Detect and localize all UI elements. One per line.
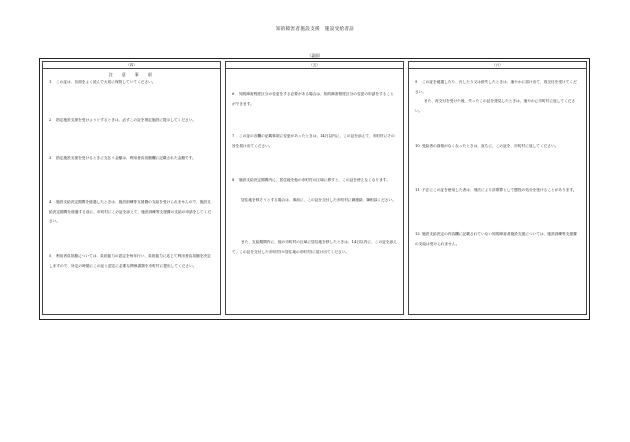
note-8-additional: また、支給期間内に、他の市町村の区域に居住地を移したときは、14日以内に、この証を添えて、この証を交付した市町村(※居住地の市町村)に届け出てください。 bbox=[232, 240, 397, 254]
column-header: （五） bbox=[226, 62, 403, 69]
column-notes-1 bbox=[42, 61, 221, 315]
note-7 bbox=[232, 132, 397, 151]
note-6 bbox=[232, 90, 397, 109]
note-number: 3 bbox=[49, 156, 52, 160]
note-8 bbox=[232, 176, 397, 186]
note-text: 施設支給決定期間内に、居住地を他の市町村の区域に移すと、この証を使えなくなります。 bbox=[239, 178, 390, 182]
note-5 bbox=[49, 252, 214, 271]
note-text: 利用者負担額については、負担能力の認定を毎年行い、負担能力に応じて利用者負担額を決定しますので、所定の時期にこの証と認定に必要な関係書類を市町村に提出してください。 bbox=[49, 254, 211, 268]
note-text: 指定施設支援を受けようとするときは、必ずこの証を指定施設に提示してください。 bbox=[56, 118, 197, 122]
document-title: 知的障害者施設支援 施設受給者証 bbox=[275, 27, 355, 32]
note-4 bbox=[49, 198, 214, 227]
note-number: 9 bbox=[415, 80, 418, 84]
note-12 bbox=[415, 230, 580, 249]
column-subtitle: 注 意 事 項 bbox=[108, 72, 155, 77]
note-text: この証を破損したり、汚したり又は紛失したときは、速やかに届け出て、再交付を受けてください。 bbox=[415, 80, 577, 94]
note-number: 4 bbox=[49, 200, 52, 204]
column-header: （四） bbox=[43, 62, 220, 69]
note-number: 8 bbox=[232, 178, 235, 182]
note-number: 1 bbox=[49, 80, 52, 84]
note-number: 10 bbox=[415, 144, 420, 148]
note-9-continued: また、再交付を受けた後、失ったこの証を発見したときは、速やかに市町村に返してください。 bbox=[415, 99, 576, 113]
note-text: 不正にこの証を使用した者は、刑法により詐欺罪として懲役の処分を受けることがあります。 bbox=[422, 188, 577, 192]
column-header: （六） bbox=[409, 62, 586, 69]
note-number: 2 bbox=[49, 118, 52, 122]
note-text: 知的障害程度区分の変更をする必要がある場合は、知的障害程度区分の変更の申請をすることができます。 bbox=[232, 92, 394, 106]
note-3 bbox=[49, 154, 214, 164]
note-1 bbox=[49, 78, 214, 88]
side-label: （裏面） bbox=[307, 53, 323, 58]
note-9 bbox=[415, 78, 580, 97]
note-text: この証の各欄の記載事項に変更があったときは、14日以内に、この証を添えて、市町村にその旨を届け出てください。 bbox=[232, 134, 395, 148]
note-10 bbox=[415, 142, 580, 152]
note-11 bbox=[415, 186, 580, 196]
note-8-continued: 居住地を移そうとする場合は、事前に、この証を交付した市町村に御連絡、御相談ください。 bbox=[241, 198, 396, 202]
note-number: 11 bbox=[415, 188, 420, 192]
note-text: 施設支給決定の内容欄に記載されていない知的障害者施設支援については、施設訓練等支援費の支給は受けられません。 bbox=[415, 232, 577, 246]
note-2 bbox=[49, 116, 214, 126]
note-number: 5 bbox=[49, 254, 52, 258]
note-number: 12 bbox=[415, 232, 420, 236]
note-number: 6 bbox=[232, 92, 235, 96]
column-notes-2 bbox=[225, 61, 404, 315]
note-text: 受給者の資格がなくなったときは、直ちに、この証を、市町村に返してください。 bbox=[422, 144, 559, 148]
note-text: 施設支給決定期間を経過したときは、施設訓練等支援費の支給を受けられませんので、施設支給決定期間を経過する前に、市町村にこの証を添えて、施設訓練等支援費の支給の申請をしてください。 bbox=[49, 200, 212, 223]
column-notes-3 bbox=[408, 61, 587, 315]
note-text: この証は、各面をよく読んで大切に保管していてください。 bbox=[56, 80, 156, 84]
note-number: 7 bbox=[232, 134, 235, 138]
note-text: 指定施設支援を受けるときに支払う金額は、利用者負担額欄に記載された金額です。 bbox=[56, 156, 196, 160]
